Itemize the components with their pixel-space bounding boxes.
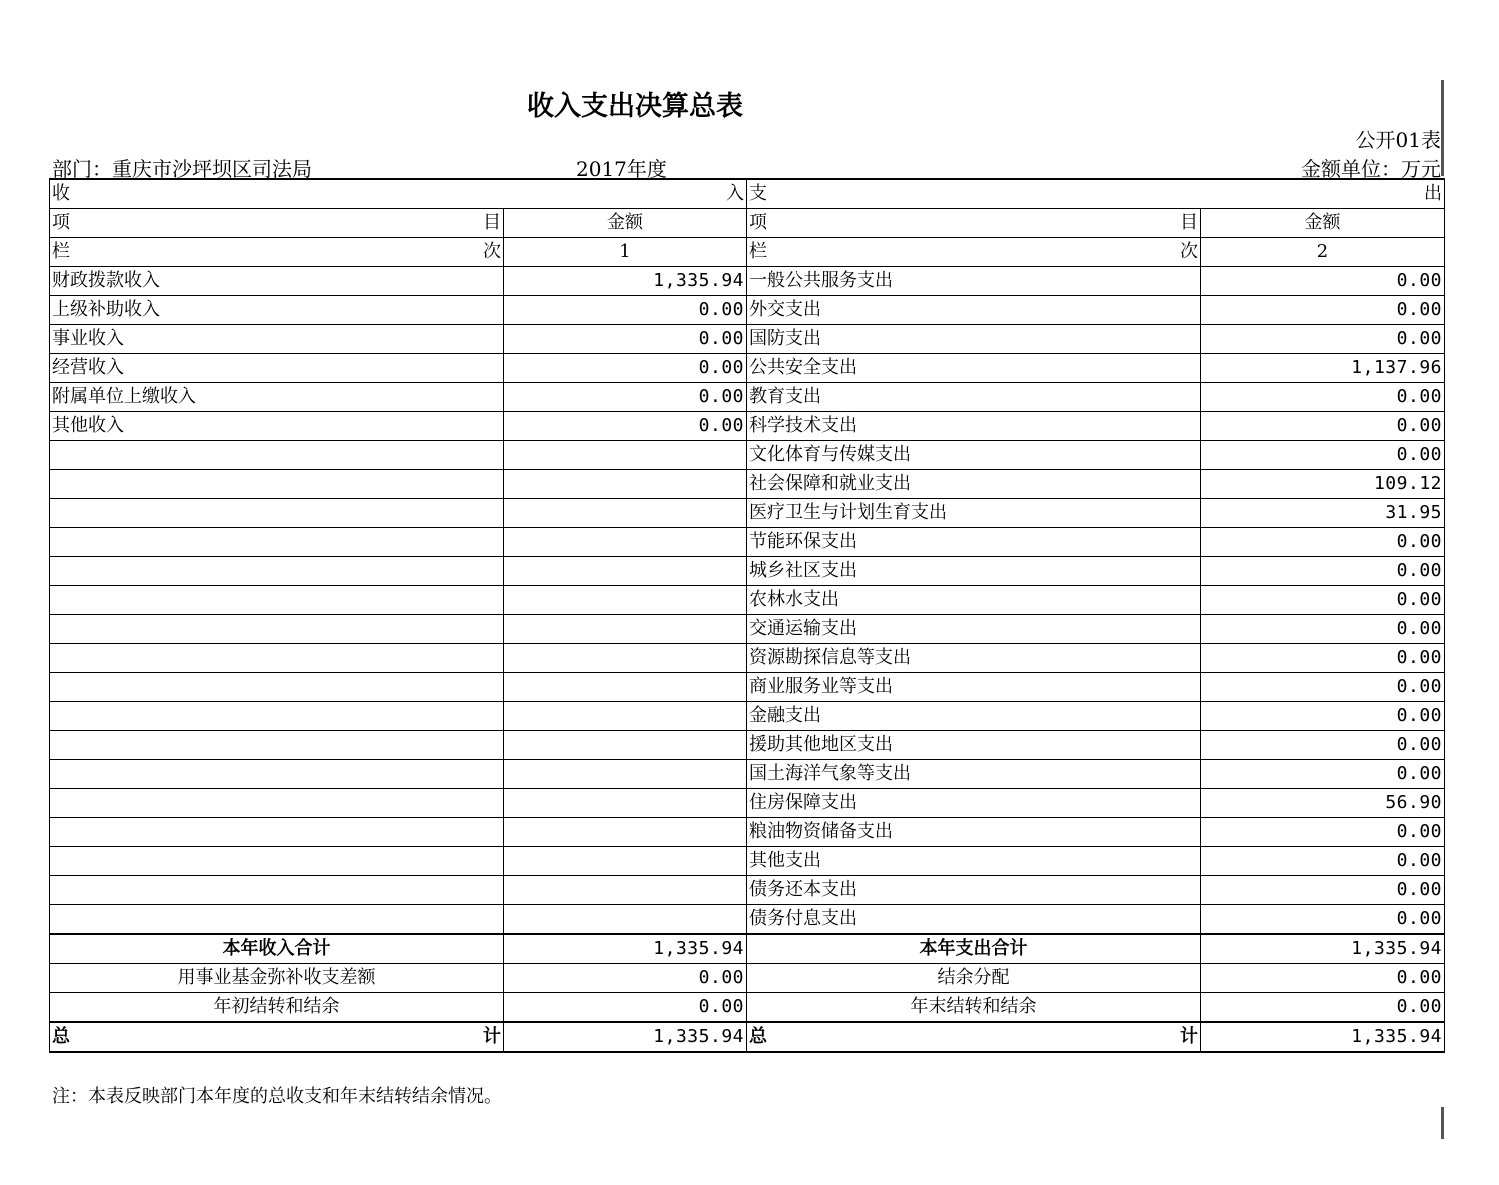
summary-row bbox=[50, 934, 1445, 964]
expense-amount-cell: 0.00 bbox=[1201, 760, 1445, 789]
income-amount-cell bbox=[504, 905, 747, 935]
income-amount-cell: 0.00 bbox=[504, 296, 747, 325]
table-row bbox=[50, 267, 1445, 296]
table-row bbox=[50, 325, 1445, 354]
expense-item-cell: 金融支出 bbox=[747, 702, 1201, 731]
income-amount-cell bbox=[504, 441, 747, 470]
income-item-cell: 事业收入 bbox=[50, 325, 504, 354]
income-item-cell bbox=[50, 441, 504, 470]
expense-right-char: 出 bbox=[1424, 183, 1442, 204]
income-item-cell bbox=[50, 789, 504, 818]
total-expense-amount: 1,335.94 bbox=[1201, 1022, 1445, 1052]
income-item-cell: 上级补助收入 bbox=[50, 296, 504, 325]
expense-item-cell: 节能环保支出 bbox=[747, 528, 1201, 557]
expense-col-label bbox=[747, 238, 1201, 267]
table-row bbox=[50, 644, 1445, 673]
department-label: 部门：重庆市沙坪坝区司法局 bbox=[52, 157, 312, 181]
income-col-no: 1 bbox=[504, 238, 747, 267]
expense-item-header bbox=[747, 209, 1201, 238]
income-amount-cell bbox=[504, 818, 747, 847]
total-left-char: 总 bbox=[749, 1026, 767, 1047]
income-item-cell bbox=[50, 615, 504, 644]
item-left-char: 项 bbox=[749, 212, 767, 233]
expense-amount-cell: 1,137.96 bbox=[1201, 354, 1445, 383]
expense-item-cell: 援助其他地区支出 bbox=[747, 731, 1201, 760]
income-amount-cell bbox=[504, 731, 747, 760]
income-item-cell bbox=[50, 644, 504, 673]
table-row bbox=[50, 557, 1445, 586]
header-row-column-no bbox=[50, 238, 1445, 267]
table-row bbox=[50, 905, 1445, 935]
expense-item-cell: 社会保障和就业支出 bbox=[747, 470, 1201, 499]
income-amount-cell bbox=[504, 702, 747, 731]
expense-item-cell: 科学技术支出 bbox=[747, 412, 1201, 441]
income-item-cell bbox=[50, 557, 504, 586]
income-amount-cell: 0.00 bbox=[504, 412, 747, 441]
expense-amount-cell: 0.00 bbox=[1201, 615, 1445, 644]
expense-item-cell: 医疗卫生与计划生育支出 bbox=[747, 499, 1201, 528]
summary-expense-label: 本年支出合计 bbox=[747, 934, 1201, 964]
expense-amount-cell: 0.00 bbox=[1201, 383, 1445, 412]
item-right-char: 目 bbox=[483, 212, 501, 233]
expense-amount-cell: 31.95 bbox=[1201, 499, 1445, 528]
income-item-cell bbox=[50, 528, 504, 557]
expense-item-cell: 商业服务业等支出 bbox=[747, 673, 1201, 702]
expense-amount-cell: 0.00 bbox=[1201, 847, 1445, 876]
col-left-char: 栏 bbox=[52, 241, 70, 262]
income-amount-cell bbox=[504, 789, 747, 818]
table-row bbox=[50, 615, 1445, 644]
header-row-section bbox=[50, 179, 1445, 209]
total-income-label bbox=[50, 1022, 504, 1052]
expense-item-cell: 文化体育与传媒支出 bbox=[747, 441, 1201, 470]
table-row bbox=[50, 847, 1445, 876]
expense-col-no: 2 bbox=[1201, 238, 1445, 267]
income-item-cell bbox=[50, 673, 504, 702]
income-amount-cell bbox=[504, 760, 747, 789]
expense-amount-cell: 0.00 bbox=[1201, 876, 1445, 905]
income-amount-cell bbox=[504, 644, 747, 673]
table-row bbox=[50, 876, 1445, 905]
table-row bbox=[50, 673, 1445, 702]
expense-item-cell: 粮油物资储备支出 bbox=[747, 818, 1201, 847]
income-left-char: 收 bbox=[52, 183, 70, 204]
summary-row bbox=[50, 993, 1445, 1023]
expense-amount-cell: 0.00 bbox=[1201, 296, 1445, 325]
table-row bbox=[50, 789, 1445, 818]
expense-amount-cell: 0.00 bbox=[1201, 412, 1445, 441]
summary-income-label: 用事业基金弥补收支差额 bbox=[50, 964, 504, 993]
expense-item-cell: 国土海洋气象等支出 bbox=[747, 760, 1201, 789]
table-row bbox=[50, 499, 1445, 528]
table-row bbox=[50, 731, 1445, 760]
income-amount-cell bbox=[504, 557, 747, 586]
table-row bbox=[50, 354, 1445, 383]
income-item-cell bbox=[50, 847, 504, 876]
expense-amount-cell: 0.00 bbox=[1201, 702, 1445, 731]
summary-row bbox=[50, 964, 1445, 993]
summary-expense-label: 结余分配 bbox=[747, 964, 1201, 993]
income-section-header bbox=[50, 179, 747, 209]
expense-amount-header: 金额 bbox=[1201, 209, 1445, 238]
income-amount-cell: 1,335.94 bbox=[504, 267, 747, 296]
table-row bbox=[50, 586, 1445, 615]
summary-income-amount: 0.00 bbox=[504, 993, 747, 1023]
side-line-top bbox=[1441, 80, 1444, 176]
income-item-cell bbox=[50, 470, 504, 499]
income-amount-cell bbox=[504, 499, 747, 528]
summary-expense-amount: 0.00 bbox=[1201, 964, 1445, 993]
summary-expense-label: 年末结转和结余 bbox=[747, 993, 1201, 1023]
income-amount-cell bbox=[504, 847, 747, 876]
income-item-cell bbox=[50, 760, 504, 789]
total-left-char: 总 bbox=[52, 1026, 70, 1047]
header-row-item bbox=[50, 209, 1445, 238]
expense-item-cell: 一般公共服务支出 bbox=[747, 267, 1201, 296]
total-income-amount: 1,335.94 bbox=[504, 1022, 747, 1052]
expense-item-cell: 公共安全支出 bbox=[747, 354, 1201, 383]
expense-item-cell: 住房保障支出 bbox=[747, 789, 1201, 818]
income-item-cell bbox=[50, 499, 504, 528]
summary-income-amount: 0.00 bbox=[504, 964, 747, 993]
income-amount-cell bbox=[504, 615, 747, 644]
table-row bbox=[50, 760, 1445, 789]
income-item-cell bbox=[50, 905, 504, 935]
summary-expense-amount: 0.00 bbox=[1201, 993, 1445, 1023]
table-row bbox=[50, 296, 1445, 325]
table-row bbox=[50, 441, 1445, 470]
footnote: 注：本表反映部门本年度的总收支和年末结转结余情况。 bbox=[52, 1086, 502, 1107]
table-row bbox=[50, 528, 1445, 557]
col-left-char: 栏 bbox=[749, 241, 767, 262]
summary-expense-amount: 1,335.94 bbox=[1201, 934, 1445, 964]
table-row bbox=[50, 412, 1445, 441]
income-amount-cell bbox=[504, 876, 747, 905]
table-row bbox=[50, 818, 1445, 847]
income-amount-cell: 0.00 bbox=[504, 325, 747, 354]
side-line-bottom bbox=[1441, 1107, 1444, 1139]
expense-item-cell: 债务还本支出 bbox=[747, 876, 1201, 905]
expense-amount-cell: 0.00 bbox=[1201, 325, 1445, 354]
income-item-cell: 其他收入 bbox=[50, 412, 504, 441]
income-item-header bbox=[50, 209, 504, 238]
income-item-cell: 附属单位上缴收入 bbox=[50, 383, 504, 412]
total-right-char: 计 bbox=[483, 1026, 501, 1047]
expense-amount-cell: 0.00 bbox=[1201, 673, 1445, 702]
expense-item-cell: 教育支出 bbox=[747, 383, 1201, 412]
income-amount-cell bbox=[504, 586, 747, 615]
income-amount-cell: 0.00 bbox=[504, 354, 747, 383]
expense-amount-cell: 0.00 bbox=[1201, 267, 1445, 296]
col-right-char: 次 bbox=[483, 241, 501, 262]
expense-item-cell: 国防支出 bbox=[747, 325, 1201, 354]
income-item-cell: 财政拨款收入 bbox=[50, 267, 504, 296]
income-item-cell bbox=[50, 731, 504, 760]
income-item-cell bbox=[50, 586, 504, 615]
col-right-char: 次 bbox=[1180, 241, 1198, 262]
summary-income-label: 本年收入合计 bbox=[50, 934, 504, 964]
income-amount-cell: 0.00 bbox=[504, 383, 747, 412]
item-left-char: 项 bbox=[52, 212, 70, 233]
expense-amount-cell: 0.00 bbox=[1201, 586, 1445, 615]
table-code: 公开01表 bbox=[1355, 128, 1441, 152]
expense-amount-cell: 0.00 bbox=[1201, 441, 1445, 470]
expense-item-cell: 城乡社区支出 bbox=[747, 557, 1201, 586]
table-row bbox=[50, 470, 1445, 499]
summary-income-amount: 1,335.94 bbox=[504, 934, 747, 964]
expense-item-cell: 交通运输支出 bbox=[747, 615, 1201, 644]
expense-amount-cell: 56.90 bbox=[1201, 789, 1445, 818]
income-item-cell bbox=[50, 876, 504, 905]
income-amount-cell bbox=[504, 470, 747, 499]
total-right-char: 计 bbox=[1180, 1026, 1198, 1047]
expense-left-char: 支 bbox=[749, 183, 767, 204]
expense-item-cell: 资源勘探信息等支出 bbox=[747, 644, 1201, 673]
budget-table bbox=[49, 178, 1445, 1053]
summary-income-label: 年初结转和结余 bbox=[50, 993, 504, 1023]
income-amount-header: 金额 bbox=[504, 209, 747, 238]
expense-amount-cell: 0.00 bbox=[1201, 731, 1445, 760]
table-row bbox=[50, 702, 1445, 731]
page-title: 收入支出决算总表 bbox=[527, 91, 743, 122]
expense-item-cell: 农林水支出 bbox=[747, 586, 1201, 615]
expense-amount-cell: 0.00 bbox=[1201, 818, 1445, 847]
table-row bbox=[50, 383, 1445, 412]
income-right-char: 入 bbox=[726, 183, 744, 204]
income-amount-cell bbox=[504, 528, 747, 557]
unit-label: 金额单位：万元 bbox=[1301, 157, 1441, 181]
total-row bbox=[50, 1022, 1445, 1052]
income-col-label bbox=[50, 238, 504, 267]
income-amount-cell bbox=[504, 673, 747, 702]
expense-amount-cell: 0.00 bbox=[1201, 905, 1445, 935]
expense-section-header bbox=[747, 179, 1445, 209]
year-label: 2017年度 bbox=[576, 157, 667, 181]
expense-item-cell: 其他支出 bbox=[747, 847, 1201, 876]
expense-item-cell: 债务付息支出 bbox=[747, 905, 1201, 935]
expense-amount-cell: 0.00 bbox=[1201, 557, 1445, 586]
income-item-cell bbox=[50, 702, 504, 731]
expense-item-cell: 外交支出 bbox=[747, 296, 1201, 325]
total-expense-label bbox=[747, 1022, 1201, 1052]
income-item-cell bbox=[50, 818, 504, 847]
expense-amount-cell: 109.12 bbox=[1201, 470, 1445, 499]
income-item-cell: 经营收入 bbox=[50, 354, 504, 383]
expense-amount-cell: 0.00 bbox=[1201, 644, 1445, 673]
item-right-char: 目 bbox=[1180, 212, 1198, 233]
expense-amount-cell: 0.00 bbox=[1201, 528, 1445, 557]
